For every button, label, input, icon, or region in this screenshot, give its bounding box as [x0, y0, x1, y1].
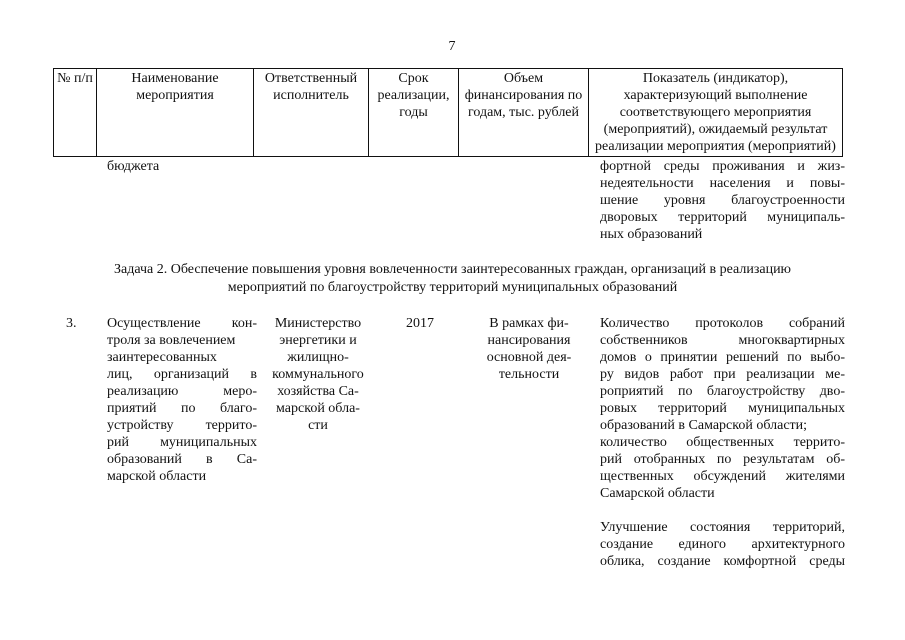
task-heading-line: Задача 2. Обеспечение повышения уровня вовлеченности заинтересованных граждан, организаций в реализацию — [113, 262, 792, 277]
row-executor-line: жилищно- — [287, 350, 349, 365]
row-name-line: марской области — [107, 469, 207, 484]
row-indicator-line: количество общественных террито- — [600, 435, 845, 450]
row-name-line: троля за вовлечением — [107, 333, 236, 348]
row-number: 3. — [66, 316, 77, 331]
task-heading-line: мероприятий по благоустройству территорий муниципальных образований — [227, 280, 678, 295]
row-name-line: лиц, организаций в — [107, 367, 257, 382]
header-row — [54, 69, 843, 157]
row-financing-line: тельности — [498, 367, 560, 382]
row-indicator-line: образований в Самарской области; — [600, 418, 808, 433]
header-name: Наименование мероприятия — [97, 69, 254, 157]
row-name-line: реализацию меро- — [107, 384, 257, 399]
row-name-line: заинтересованных — [107, 350, 217, 365]
row-executor-line: энергетики и — [279, 333, 357, 348]
table-header — [53, 68, 843, 157]
header-financing: Объем финансирования по годам, тыс. рублей — [459, 69, 589, 157]
row-indicator-line: Количество протоколов собраний — [600, 316, 845, 331]
row-executor-line: коммунального — [272, 367, 364, 382]
row-indicator — [600, 315, 845, 502]
row-financing-line: нансирования — [487, 333, 571, 348]
row-financing-line: основной дея- — [486, 350, 572, 365]
row-indicator-line: домов о принятии решений по выбо- — [600, 350, 845, 365]
continuation-indicator — [600, 158, 845, 243]
row-indicator-line: ровых территорий муниципальных — [600, 401, 845, 416]
header-number: № п/п — [54, 69, 97, 157]
row-financing-line: В рамках фи- — [489, 316, 569, 331]
row-indicator-line: щественных обсуждений жителями — [600, 469, 845, 484]
row-executor — [263, 315, 373, 434]
row-result-line: Улучшение состояния территорий, — [600, 520, 845, 535]
row-name-line: приятий по благо- — [107, 401, 257, 416]
row-name-line: устройству террито- — [107, 418, 257, 433]
continuation-indicator-line: ных образований — [600, 227, 703, 242]
row-indicator-line: ру видов работ при реализации ме- — [600, 367, 845, 382]
row-result-line: облика, создание комфортной среды — [600, 554, 845, 569]
row-executor-line: Министерство — [274, 316, 362, 331]
continuation-name: бюджета — [107, 159, 160, 174]
continuation-indicator-line: фортной среды проживания и жиз- — [600, 159, 845, 174]
row-result-line: создание единого архитектурного — [600, 537, 845, 552]
row-executor-line: марской обла- — [276, 401, 360, 416]
row-indicator-line: роприятий по благоустройству дво- — [600, 384, 845, 399]
continuation-indicator-line: шение уровня благоустроенности — [600, 193, 845, 208]
header-term: Срок реализации, годы — [369, 69, 459, 157]
row-indicator-line: Самарской области — [600, 486, 715, 501]
continuation-indicator-line: дворовых территорий муниципаль- — [600, 210, 845, 225]
row-year: 2017 — [406, 316, 434, 331]
row-indicator-line: собственников многоквартирных — [600, 333, 845, 348]
row-name — [107, 315, 257, 485]
page-number: 7 — [448, 39, 456, 54]
header-executor: Ответственный исполнитель — [254, 69, 369, 157]
header-indicator: Показатель (индикатор), характеризующий выполнение соответствующего мероприятия (мероприятий), ожидаемый результат реализации мероприятия (мероприятий) — [589, 69, 843, 157]
row-result — [600, 519, 845, 570]
row-name-line: рий муниципальных — [107, 435, 257, 450]
row-executor-line: хозяйства Са- — [277, 384, 359, 399]
row-executor-line: сти — [308, 418, 328, 433]
row-indicator-line: рий отобранных по результатам об- — [600, 452, 845, 467]
task-heading — [60, 261, 845, 297]
continuation-indicator-line: недеятельности населения и повы- — [600, 176, 845, 191]
row-name-line: образований в Са- — [107, 452, 257, 467]
row-financing — [474, 315, 584, 383]
row-name-line: Осуществление кон- — [107, 316, 257, 331]
